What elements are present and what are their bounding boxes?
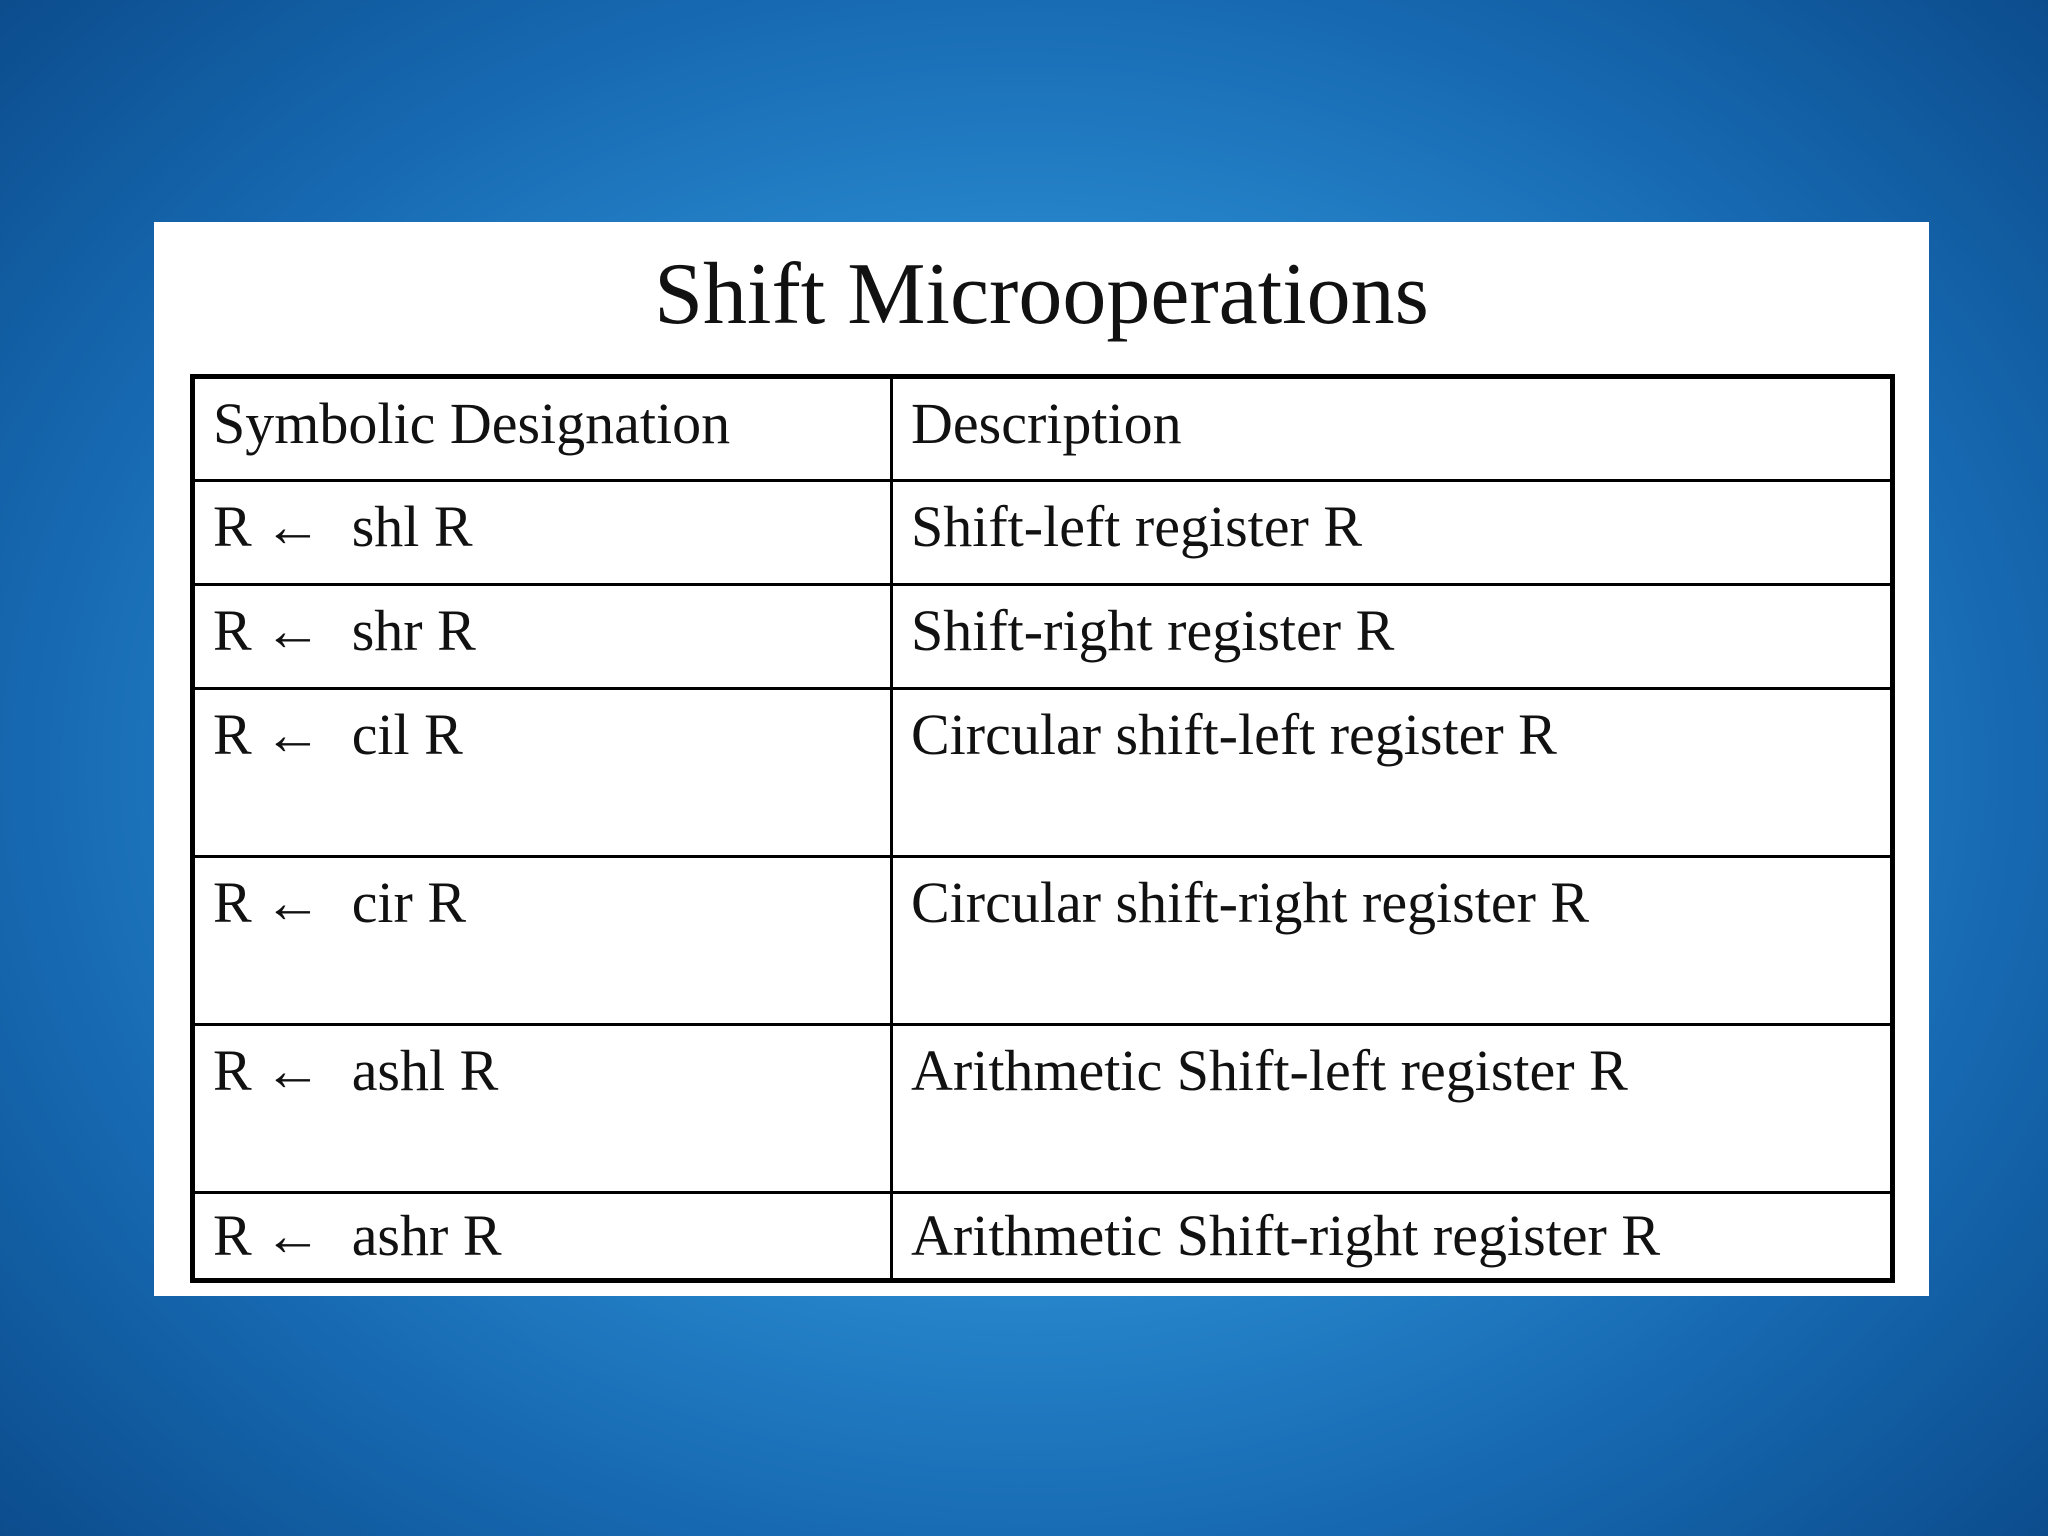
- table-row: [193, 585, 1893, 689]
- slide-card: [154, 222, 1929, 1296]
- left-arrow-icon: ←: [263, 870, 322, 935]
- operation-expression: ashr R: [351, 1203, 502, 1268]
- description-cell: Circular shift-right register R: [892, 857, 1893, 1025]
- description-cell: Arithmetic Shift-right register R: [892, 1193, 1893, 1281]
- symbolic-designation-cell: [193, 481, 892, 585]
- register-target: R: [213, 598, 252, 663]
- table-row: [193, 481, 1893, 585]
- left-arrow-icon: ←: [263, 1203, 322, 1268]
- register-target: R: [213, 1038, 252, 1103]
- header-description: Description: [892, 377, 1893, 481]
- register-target: R: [213, 870, 252, 935]
- table-row: [193, 1193, 1893, 1281]
- description-cell: Arithmetic Shift-left register R: [892, 1025, 1893, 1193]
- symbolic-designation-cell: [193, 1193, 892, 1281]
- description-cell: Shift-right register R: [892, 585, 1893, 689]
- symbolic-designation-cell: [193, 585, 892, 689]
- table-header-row: [193, 377, 1893, 481]
- table-row: [193, 689, 1893, 857]
- register-target: R: [213, 1203, 252, 1268]
- left-arrow-icon: ←: [263, 598, 322, 663]
- description-cell: Circular shift-left register R: [892, 689, 1893, 857]
- slide-title: Shift Microoperations: [654, 246, 1429, 343]
- table-row: [193, 1025, 1893, 1193]
- left-arrow-icon: ←: [263, 1038, 322, 1103]
- operation-expression: cil R: [351, 702, 463, 767]
- symbolic-designation-cell: [193, 689, 892, 857]
- symbolic-designation-cell: [193, 857, 892, 1025]
- register-target: R: [213, 494, 252, 559]
- operation-expression: shl R: [351, 494, 473, 559]
- register-target: R: [213, 702, 252, 767]
- operation-expression: ashl R: [351, 1038, 499, 1103]
- left-arrow-icon: ←: [263, 494, 322, 559]
- left-arrow-icon: ←: [263, 702, 322, 767]
- operation-expression: shr R: [351, 598, 476, 663]
- operation-expression: cir R: [351, 870, 467, 935]
- shift-operations-table: [190, 374, 1895, 1283]
- header-symbolic-designation: Symbolic Designation: [193, 377, 892, 481]
- table-row: [193, 857, 1893, 1025]
- description-cell: Shift-left register R: [892, 481, 1893, 585]
- symbolic-designation-cell: [193, 1025, 892, 1193]
